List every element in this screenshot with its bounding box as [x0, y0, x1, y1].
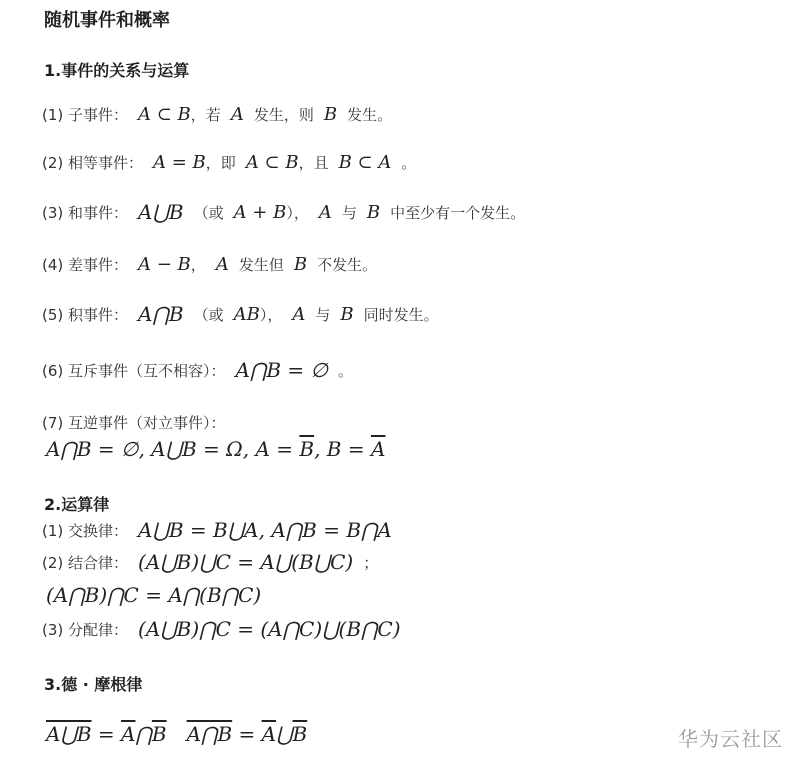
formula: = [232, 722, 262, 746]
text: ，且 [298, 154, 329, 172]
law-distributive [42, 617, 401, 641]
formula: AB [233, 303, 260, 325]
item-label: (6) 互斥事件（互不相容）： [42, 361, 226, 380]
text: ，若 [190, 106, 221, 124]
item-complementary-event [42, 412, 226, 433]
formula: (A⋃B)⋃C = A⋃(B⋃C) [138, 550, 354, 574]
law-commutative [42, 518, 392, 542]
law-associative-cont [46, 583, 261, 607]
formula: A [318, 201, 332, 223]
formula: A ⊂ B [245, 152, 299, 173]
text: 发生但 [238, 256, 284, 274]
formula: (A⋃B)⋂C = (A⋂C)⋃(B⋂C) [138, 617, 401, 641]
formula: A⋃B = B⋃A, A⋂B = B⋂A [138, 518, 392, 542]
formula: A − B [138, 254, 191, 275]
text: 与 [315, 305, 331, 324]
formula: = [91, 722, 122, 746]
formula-bar: $\overline{A}$ [261, 722, 277, 746]
text: ， [190, 256, 206, 274]
de-morgan-formulas [46, 722, 307, 746]
formula-bar: A⋃B [46, 722, 92, 746]
text: ）， [286, 203, 309, 222]
item-label: (4) 差事件： [42, 256, 129, 274]
formula-bar: $\overline{A}$ [121, 722, 136, 746]
text: ； [363, 553, 379, 572]
text: （或 [193, 305, 224, 324]
text: 。 [337, 361, 353, 380]
formula: , B = [314, 437, 371, 461]
item-sub-event [42, 104, 392, 125]
text: （或 [193, 203, 224, 222]
formula: A ⊂ B [138, 104, 191, 125]
text: 发生，则 [253, 106, 314, 124]
text: ）， [259, 305, 283, 324]
formula: A [230, 104, 244, 125]
formula: A⋃B [138, 200, 184, 224]
item-label: (3) 和事件： [42, 203, 129, 222]
item-label: (2) 结合律： [42, 553, 129, 572]
formula: B [323, 104, 338, 125]
item-label: (3) 分配律： [42, 620, 129, 639]
text: ，即 [205, 154, 236, 172]
formula: A + B [233, 201, 287, 223]
formula-bar: $\overline{B}$ [151, 722, 167, 746]
item-product-event [42, 302, 439, 326]
formula: A⋂B = ∅ [235, 358, 328, 382]
section-heading-de-morgan: 3.德 · 摩根律 [44, 675, 143, 694]
item-label: (1) 交换律： [42, 521, 129, 540]
formula-bar: $\overline{A}$ [370, 437, 386, 461]
item-label: (1) 子事件： [42, 106, 129, 124]
section-heading-relations: 1.事件的关系与运算 [44, 61, 190, 80]
formula-bar: A⋂B [186, 722, 233, 746]
formula: A [215, 254, 229, 275]
document-title: 随机事件和概率 [44, 10, 170, 31]
item-mutually-exclusive [42, 358, 353, 382]
formula: A⋂B [138, 302, 184, 326]
formula: A = B [153, 152, 206, 173]
formula: ⋂ [135, 722, 152, 746]
formula: A [292, 303, 306, 325]
text: 发生。 [347, 106, 393, 124]
watermark-text: 华为云社区 [678, 727, 783, 751]
item-label: (5) 积事件： [42, 305, 129, 324]
item-label: (2) 相等事件： [42, 154, 144, 172]
item-union-event [42, 200, 525, 224]
law-associative [42, 550, 378, 574]
item-label: (7) 互逆事件（对立事件）： [42, 414, 226, 432]
text: 。 [401, 154, 417, 172]
formula: (A⋂B)⋂C = A⋂(B⋂C) [46, 583, 262, 607]
formula: ⋃ [276, 722, 293, 746]
formula: B [340, 303, 354, 325]
formula: B [293, 254, 308, 275]
text: 同时发生。 [363, 305, 439, 324]
item-difference-event [42, 254, 377, 275]
text: 不发生。 [317, 256, 378, 274]
formula: B ⊂ A [338, 152, 392, 173]
section-heading-laws: 2.运算律 [44, 495, 110, 514]
formula-bar: $\overline{B}$ [299, 437, 315, 461]
formula: B [366, 201, 381, 223]
formula: A⋂B = ∅, A⋃B = Ω, A = [46, 437, 300, 461]
text: 与 [341, 203, 357, 222]
text: 中至少有一个发生。 [390, 203, 526, 222]
formula-bar: $\overline{B}$ [292, 722, 308, 746]
formula-complementary [46, 437, 385, 461]
item-equal-event [42, 152, 416, 173]
